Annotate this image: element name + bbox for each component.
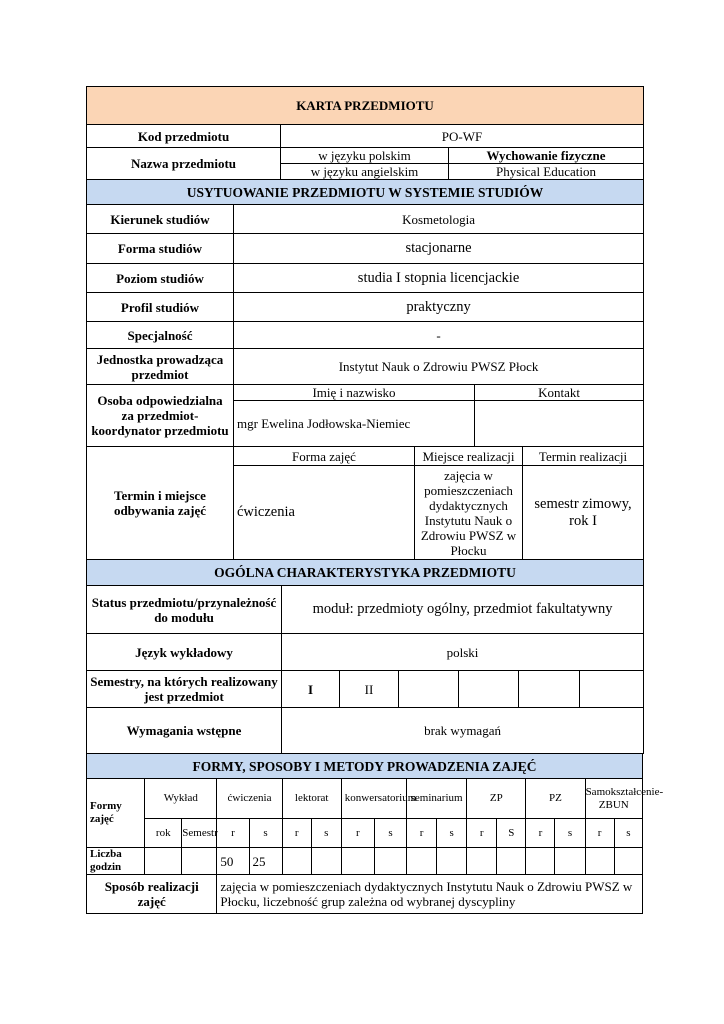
hours-cell xyxy=(182,848,217,875)
termin-label: Termin i miejsce odbywania zajęć xyxy=(87,447,234,560)
header-table xyxy=(86,86,644,180)
form-sub-header: r xyxy=(217,819,249,848)
form-sub-header: s xyxy=(249,819,282,848)
sposob-label: Sposób realizacji zajęć xyxy=(87,875,217,914)
formy-label: Formy zajęć xyxy=(87,779,145,848)
form-sub-header: r xyxy=(467,819,497,848)
form-group-header: konwersatorium xyxy=(341,779,406,819)
form-group-header: PZ xyxy=(526,779,585,819)
hours-cell xyxy=(407,848,437,875)
wymagania-value: brak wymagań xyxy=(282,708,644,754)
hours-cell xyxy=(145,848,182,875)
form-sub-header: S xyxy=(497,819,526,848)
nazwa-en-value: Physical Education xyxy=(449,164,644,180)
form-sub-header: r xyxy=(407,819,437,848)
form-sub-header: Semestr xyxy=(182,819,217,848)
semestr-cell xyxy=(580,671,644,708)
semestr-cell: II xyxy=(340,671,399,708)
status-value: moduł: przedmioty ogólny, przedmiot fakultatywny xyxy=(282,586,644,634)
hours-cell xyxy=(497,848,526,875)
hours-cell xyxy=(585,848,614,875)
osoba-label: Osoba odpowiedzialna za przedmiot- koordynator przedmiotu xyxy=(87,385,234,447)
form-sub-header: r xyxy=(585,819,614,848)
status-label: Status przedmiotu/przynależność do modułu xyxy=(87,586,282,634)
hours-cell xyxy=(282,848,311,875)
profil-label: Profil studiów xyxy=(87,293,234,322)
semestr-cell xyxy=(399,671,459,708)
section-forms-heading: FORMY, SPOSOBY I METODY PROWADZENIA ZAJĘĆ xyxy=(87,754,643,779)
semestr-cell: I xyxy=(282,671,340,708)
kierunek-value: Kosmetologia xyxy=(234,205,644,234)
form-group-header: seminarium xyxy=(407,779,467,819)
hours-cell xyxy=(555,848,585,875)
form-sub-header: r xyxy=(282,819,311,848)
form-group-header: Wykład xyxy=(145,779,217,819)
sposob-value: zajęcia w pomieszczeniach dydaktycznych Instytutu Nauk o Zdrowiu PWSZ w Płocku, liczebność grup zależna od wybranej dyscypliny xyxy=(217,875,643,914)
form-sub-header: r xyxy=(526,819,555,848)
semestry-label: Semestry, na których realizowany jest przedmiot xyxy=(87,671,282,708)
termin-forma-value: ćwiczenia xyxy=(234,466,415,560)
osoba-name-header: Imię i nazwisko xyxy=(234,385,475,401)
hours-cell xyxy=(614,848,642,875)
hours-cell xyxy=(341,848,374,875)
specjalnosc-label: Specjalność xyxy=(87,322,234,349)
card-title: KARTA PRZEDMIOTU xyxy=(87,87,644,125)
nazwa-pl-value: Wychowanie fizyczne xyxy=(449,148,644,164)
termin-termin-value: semestr zimowy, rok I xyxy=(523,466,644,560)
semestr-cell xyxy=(519,671,580,708)
forma-studiow-label: Forma studiów xyxy=(87,234,234,264)
hours-cell xyxy=(311,848,341,875)
section-characteristics-heading: OGÓLNA CHARAKTERYSTYKA PRZEDMIOTU xyxy=(87,560,644,586)
termin-forma-header: Forma zajęć xyxy=(234,447,415,466)
hours-cell xyxy=(374,848,406,875)
form-sub-header: s xyxy=(555,819,585,848)
characteristics-table xyxy=(86,559,644,754)
forms-table xyxy=(86,753,664,914)
termin-miejsce-value: zajęcia w pomieszczeniach dydaktycznych Instytutu Nauk o Zdrowiu PWSZ w Płocku xyxy=(415,466,523,560)
poziom-label: Poziom studiów xyxy=(87,264,234,293)
wymagania-label: Wymagania wstępne xyxy=(87,708,282,754)
form-sub-header: s xyxy=(374,819,406,848)
form-sub-header: s xyxy=(311,819,341,848)
poziom-value: studia I stopnia licencjackie xyxy=(234,264,644,293)
nazwa-label: Nazwa przedmiotu xyxy=(87,148,281,180)
form-group-header: ćwiczenia xyxy=(217,779,282,819)
form-sub-header: s xyxy=(614,819,642,848)
form-group-header: lektorat xyxy=(282,779,341,819)
semestr-cell xyxy=(459,671,519,708)
specjalnosc-value: - xyxy=(234,322,644,349)
termin-miejsce-header: Miejsce realizacji xyxy=(415,447,523,466)
hours-cell xyxy=(526,848,555,875)
profil-value: praktyczny xyxy=(234,293,644,322)
hours-cell xyxy=(467,848,497,875)
osoba-contact-header: Kontakt xyxy=(475,385,644,401)
form-sub-header: rok xyxy=(145,819,182,848)
jednostka-value: Instytut Nauk o Zdrowiu PWSZ Płock xyxy=(234,349,644,385)
section-placement-heading: USYTUOWANIE PRZEDMIOTU W SYSTEMIE STUDIÓW xyxy=(87,180,644,205)
hours-cell xyxy=(437,848,467,875)
hours-cell: 50 xyxy=(217,848,249,875)
jezyk-label: Język wykładowy xyxy=(87,634,282,671)
kod-value: PO-WF xyxy=(281,125,644,148)
jezyk-value: polski xyxy=(282,634,644,671)
hours-label: Liczba godzin xyxy=(87,848,145,875)
placement-table xyxy=(86,179,644,560)
osoba-contact xyxy=(475,401,644,447)
forma-studiow-value: stacjonarne xyxy=(234,234,644,264)
osoba-name: mgr Ewelina Jodłowska-Niemiec xyxy=(234,401,475,447)
course-card xyxy=(86,86,664,914)
form-sub-header: r xyxy=(341,819,374,848)
form-group-header: ZP xyxy=(467,779,526,819)
kod-label: Kod przedmiotu xyxy=(87,125,281,148)
nazwa-pl-label: w języku polskim xyxy=(281,148,449,164)
jednostka-label: Jednostka prowadząca przedmiot xyxy=(87,349,234,385)
termin-termin-header: Termin realizacji xyxy=(523,447,644,466)
hours-cell: 25 xyxy=(249,848,282,875)
kierunek-label: Kierunek studiów xyxy=(87,205,234,234)
form-group-header: Samokształcenie-ZBUN xyxy=(585,779,642,819)
nazwa-en-label: w języku angielskim xyxy=(281,164,449,180)
form-sub-header: s xyxy=(437,819,467,848)
